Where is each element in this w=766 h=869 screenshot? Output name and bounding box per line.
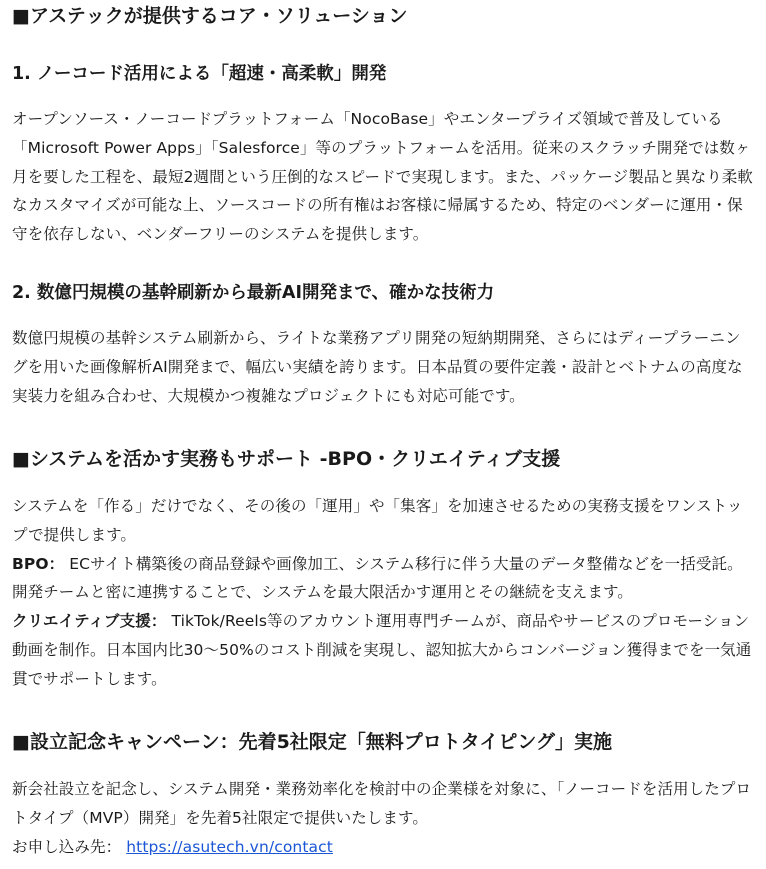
bpo-text: ECサイト構築後の商品登録や画像加工、システム移行に伴う大量のデータ整備などを一括受託。開発チームと密に連携することで、システムを最大限活かす運用とその継続を支えます。	[12, 554, 743, 602]
paragraph-bpo-intro: システムを「作る」だけでなく、その後の「運用」や「集客」を加速させるための実務支援をワンストップで提供します。	[12, 497, 743, 544]
paragraph-technical-capability: 数億円規模の基幹システム刷新から、ライトな業務アプリ開発の短納期開発、さらにはディープラーニングを用いた画像解析AI開発まで、幅広い実績を誇ります。日本品質の要件定義・設計とベトナムの高度な実装力を組み合わせ、大規模かつ複雑なプロジェクトにも対応可能です。	[12, 329, 743, 405]
subheading-nocode-development: 1. ノーコード活用による「超速・高柔軟」開発	[12, 64, 387, 84]
paragraph-bpo	[12, 550, 754, 608]
contact-link[interactable]: https://asutech.vn/contact	[126, 837, 333, 856]
bpo-creative-block	[12, 492, 754, 694]
creative-text: TikTok/Reels等のアカウント運用専門チームが、商品やサービスのプロモーション動画を制作。日本国内比30〜50%のコスト削減を実現し、認知拡大からコンバージョン獲得までを一気通貫でサポートします。	[12, 612, 752, 688]
creative-label: クリエイティブ支援：	[12, 612, 167, 631]
apply-label: お申し込み先：	[12, 837, 122, 856]
campaign-block	[12, 775, 754, 861]
bpo-label: BPO：	[12, 554, 65, 573]
paragraph-nocode-development: オープンソース・ノーコードプラットフォーム「NocoBase」やエンタープライズ領域で普及している「Microsoft Power Apps」「Salesforce」等のプラットフォームを活用。従来のスクラッチ開発では数ヶ月を要した工程を、最短2週間という圧倒的なスピードで実現します。また、パッケージ製品と異なり柔軟なカスタマイズが可能な上、ソースコードの所有権はお客様に帰属するため、特定のベンダーに運用・保守を依存しない、ベンダーフリーのシステムを提供します。	[12, 110, 753, 244]
apply-line	[12, 833, 754, 862]
section-heading-campaign: ■設立記念キャンペーン：先着5社限定「無料プロトタイピング」実施	[12, 731, 613, 753]
paragraph-campaign: 新会社設立を記念し、システム開発・業務効率化を検討中の企業様を対象に、「ノーコードを活用したプロトタイプ（MVP）開発」を先着5社限定で提供いたします。	[12, 780, 752, 827]
section-heading-core-solutions: ■アステックが提供するコア・ソリューション	[12, 5, 408, 27]
section-heading-bpo-creative: ■システムを活かす実務もサポート -BPO・クリエイティブ支援	[12, 448, 561, 470]
paragraph-creative	[12, 607, 754, 693]
subheading-technical-capability: 2. 数億円規模の基幹刷新から最新AI開発まで、確かな技術力	[12, 283, 495, 303]
